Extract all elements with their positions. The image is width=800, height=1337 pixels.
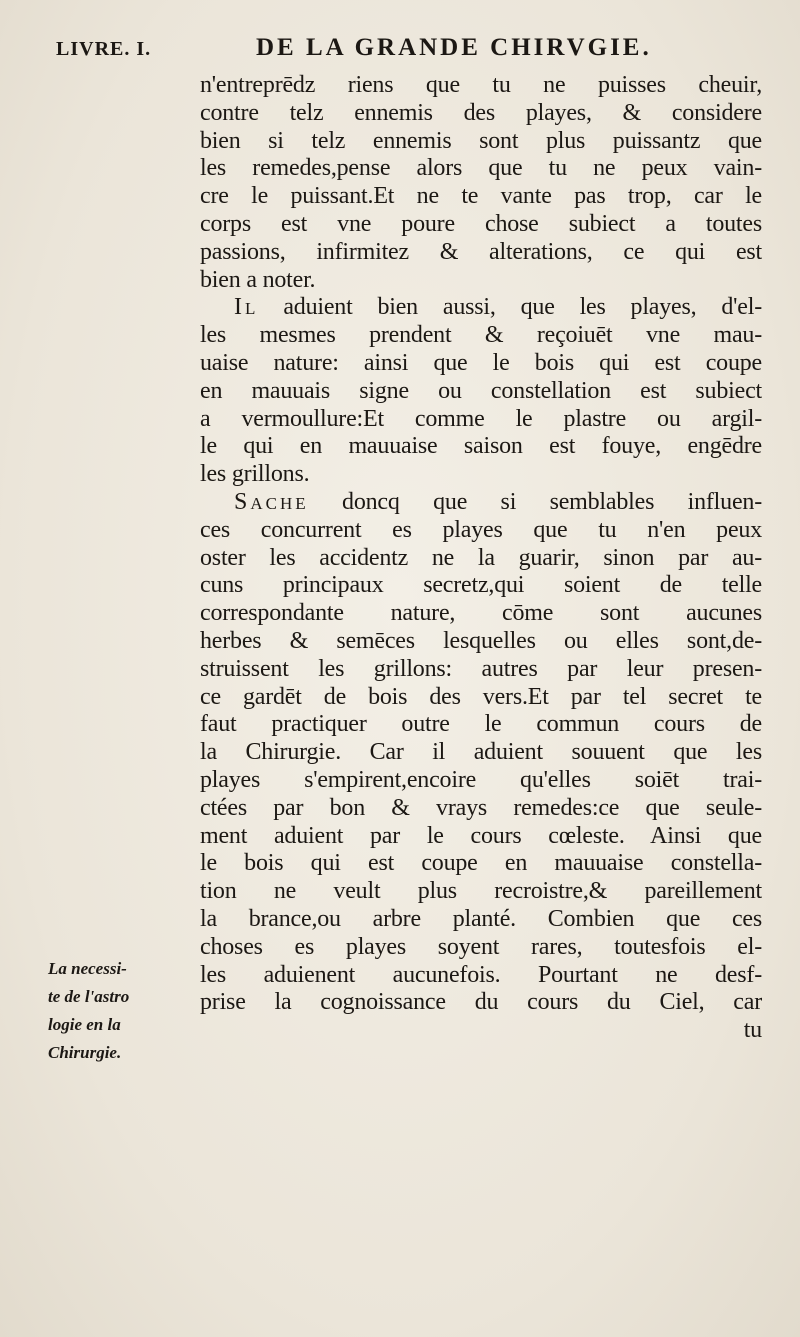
text-line: en mauuais signe ou constellation est subiect [200, 377, 762, 404]
text-line-rest: doncq que si semblables influen- [342, 488, 762, 515]
text-line: la brance,ou arbre planté. Combien que ces [200, 905, 762, 932]
paragraph-lead-word: Sache [234, 488, 309, 515]
text-line: corps est vne poure chose subiect a toutes [200, 210, 762, 237]
text-line: cre le puissant.Et ne te vante pas trop, car le [200, 183, 762, 210]
text-line: faut practiquer outre le commun cours de [200, 711, 762, 738]
text-line: les grillons. [200, 461, 310, 488]
catchword: tu [743, 1017, 762, 1044]
body-text [200, 72, 762, 1045]
text-line: struissent les grillons: autres par leur presen- [200, 655, 762, 682]
text-line: prise la cognoissance du cours du Ciel, car [200, 989, 762, 1016]
text-line: bien a noter. [200, 266, 316, 293]
text-line: oster les accidentz ne la guarir, sinon par au- [200, 544, 762, 571]
text-line: ce gardēt de bois des vers.Et par tel secret te [200, 683, 762, 710]
marginal-note-line: La necessi- [48, 959, 127, 978]
text-line: ctées par bon & vrays remedes:ce que seule- [200, 794, 762, 821]
book-number: LIVRE. I. [56, 38, 152, 60]
text-line: contre telz ennemis des playes, & considere [200, 99, 762, 126]
text-line: la Chirurgie. Car il aduient souuent que les [200, 739, 762, 766]
text-line: les mesmes prendent & reçoiuēt vne mau- [200, 322, 762, 349]
marginal-note-line: Chirurgie. [48, 1043, 122, 1062]
text-line: le qui en mauuaise saison est fouye, engēdre [200, 433, 762, 460]
text-line: les aduienent aucunefois. Pourtant ne desf- [200, 961, 762, 988]
text-line: passions, infirmitez & alterations, ce qui est [200, 238, 762, 265]
text-line: les remedes,pense alors que tu ne peux vain- [200, 155, 762, 182]
text-line: ces concurrent es playes que tu n'en peux [200, 516, 762, 543]
text-line: a vermoullure:Et comme le plastre ou argil- [200, 405, 762, 432]
running-head [56, 34, 760, 68]
text-line: uaise nature: ainsi que le bois qui est coupe [200, 349, 762, 376]
text-line: choses es playes soyent rares, toutesfois el- [200, 933, 762, 960]
text-line: correspondante nature, cōme sont aucunes [200, 600, 762, 627]
text-line-rest: aduient bien aussi, que les playes, d'el- [283, 294, 762, 321]
paragraph-lead-word: Il [234, 294, 259, 321]
text-line: n'entreprēdz riens que tu ne puisses cheuir, [200, 72, 762, 98]
marginal-note [48, 955, 188, 1067]
text-line: herbes & semēces lesquelles ou elles sont,de- [200, 627, 762, 654]
marginal-note-line: logie en la [48, 1015, 121, 1034]
running-title: DE LA GRANDE CHIRVGIE. [256, 34, 652, 61]
text-line: playes s'empirent,encoire qu'elles soiēt trai- [200, 766, 762, 793]
text-line: ment aduient par le cours cœleste. Ainsi que [200, 822, 762, 849]
text-line: bien si telz ennemis sont plus puissantz que [200, 127, 762, 154]
text-line: cuns principaux secretz,qui soient de telle [200, 572, 762, 599]
marginal-note-line: te de l'astro [48, 987, 130, 1006]
text-line: tion ne veult plus recroistre,& pareillement [200, 878, 762, 905]
paragraph-opening-line [200, 489, 762, 517]
text-line: le bois qui est coupe en mauuaise constella- [200, 850, 762, 877]
paragraph-opening-line [200, 294, 762, 322]
